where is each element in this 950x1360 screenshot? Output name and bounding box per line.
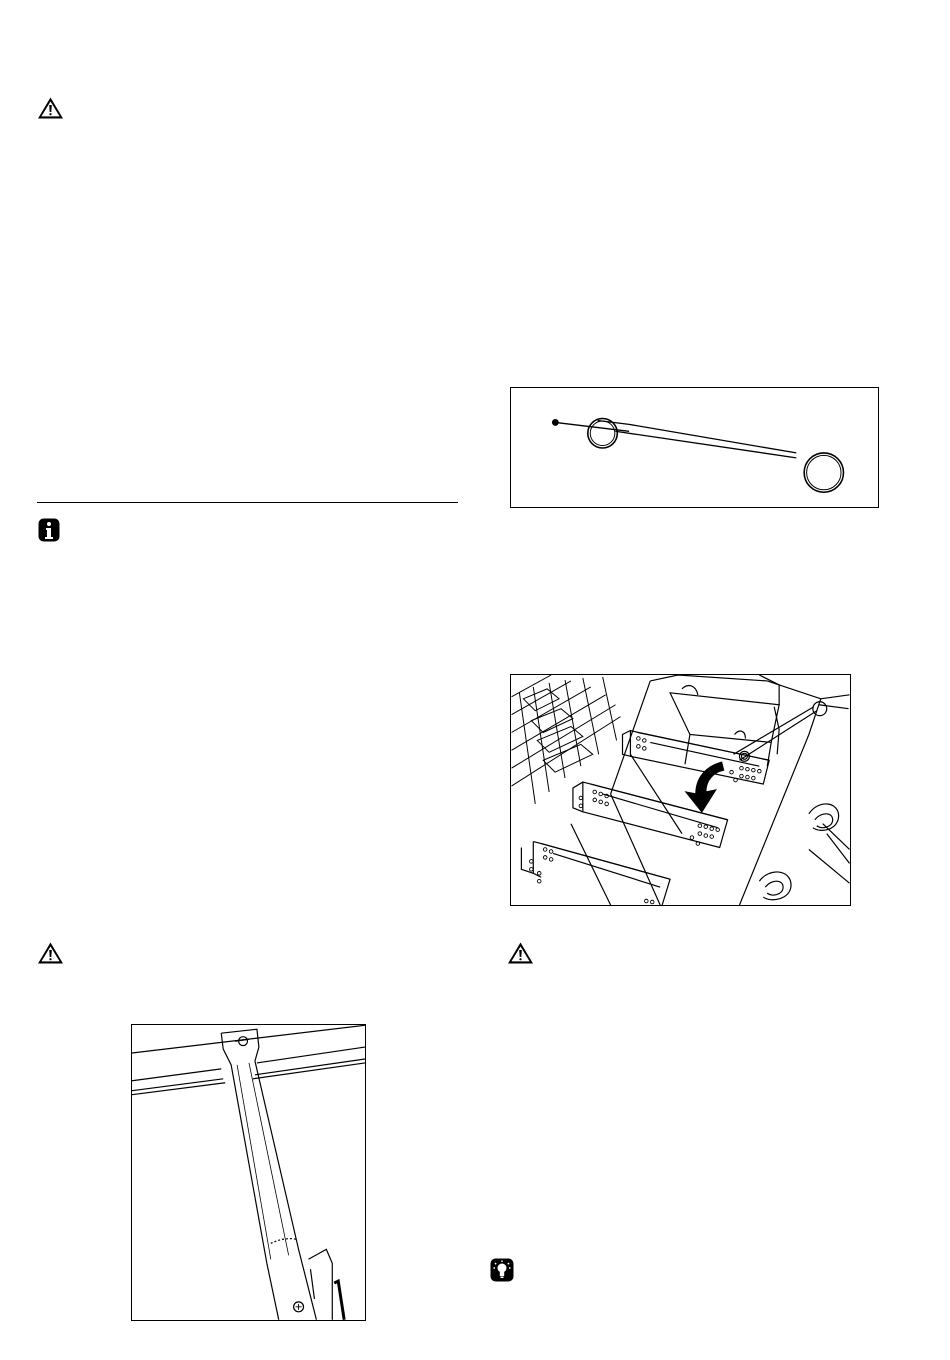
spring-wire-figure xyxy=(510,387,879,508)
flame-tamers-figure xyxy=(510,674,851,906)
warning-triangle-icon xyxy=(37,941,64,965)
section-divider xyxy=(37,502,458,503)
lightbulb-tip-icon xyxy=(490,1258,514,1282)
info-icon xyxy=(38,518,60,542)
warning-triangle-icon xyxy=(507,941,534,965)
burner-tube-figure xyxy=(131,1024,366,1321)
warning-triangle-icon xyxy=(37,96,64,120)
